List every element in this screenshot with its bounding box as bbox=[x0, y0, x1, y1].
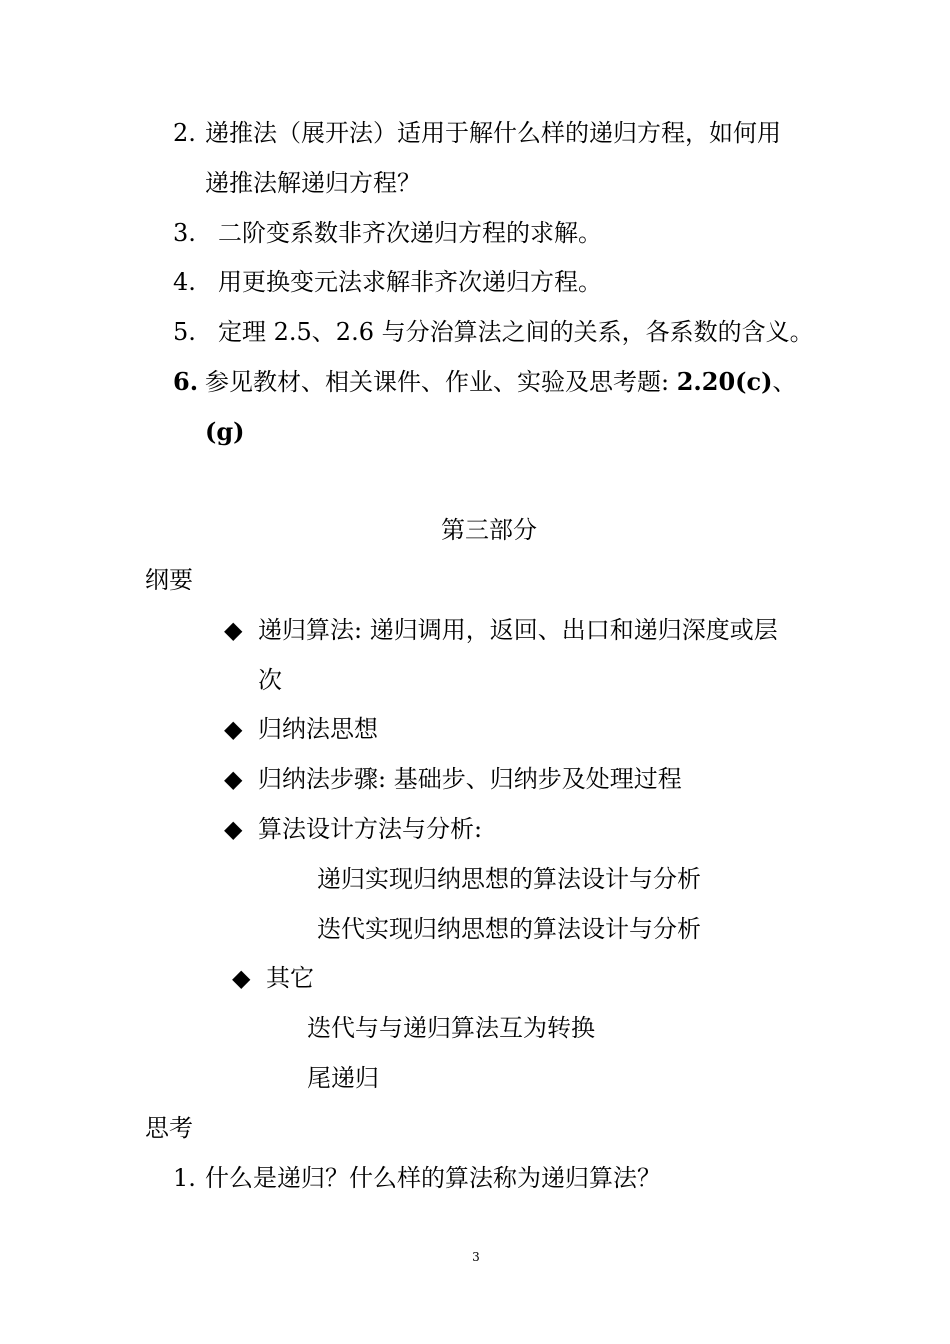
item-number: 2. bbox=[173, 119, 196, 147]
item-text: 定理 2.5、2.6 与分治算法之间的关系，各系数的含义。 bbox=[218, 318, 814, 346]
item-ref: 2.20(c) bbox=[676, 367, 773, 396]
page-number: 3 bbox=[472, 1250, 480, 1264]
item-text: 递推法解递归方程？ bbox=[205, 169, 421, 197]
item-ref: (g) bbox=[205, 417, 245, 446]
bullet-text: 算法设计方法与分析: bbox=[258, 815, 483, 843]
diamond-bullet-icon: ◆ bbox=[224, 815, 243, 843]
item-text: 用更换变元法求解非齐次递归方程。 bbox=[218, 268, 602, 296]
item-number: 5. bbox=[173, 318, 196, 346]
bullet-text: 归纳法思想 bbox=[258, 715, 378, 743]
item-text: 什么是递归？什么样的算法称为递归算法？ bbox=[205, 1164, 661, 1192]
item-number: 3. bbox=[173, 219, 196, 247]
outline-heading: 纲要 bbox=[145, 566, 193, 594]
bullet-text: 次 bbox=[258, 666, 282, 694]
item-text: 参见教材、相关课件、作业、实验及思考题: bbox=[205, 368, 677, 396]
diamond-bullet-icon: ◆ bbox=[232, 964, 251, 992]
thinking-heading: 思考 bbox=[145, 1114, 193, 1142]
other-label: 其它 bbox=[266, 964, 314, 992]
item-number: 6. bbox=[173, 367, 199, 396]
other-item: 迭代与与递归算法互为转换 bbox=[307, 1014, 595, 1042]
sub-item: 迭代实现归纳思想的算法设计与分析 bbox=[317, 915, 701, 943]
other-item: 尾递归 bbox=[307, 1064, 379, 1092]
item-text: 二阶变系数非齐次递归方程的求解。 bbox=[218, 219, 602, 247]
item-text: 递推法（展开法）适用于解什么样的递归方程，如何用 bbox=[205, 119, 781, 147]
item-number: 1. bbox=[173, 1164, 196, 1192]
item-sep: 、 bbox=[772, 368, 797, 396]
diamond-bullet-icon: ◆ bbox=[224, 765, 243, 793]
sub-item: 递归实现归纳思想的算法设计与分析 bbox=[317, 865, 701, 893]
diamond-bullet-icon: ◆ bbox=[224, 715, 243, 743]
bullet-text: 归纳法步骤: 基础步、归纳步及处理过程 bbox=[258, 765, 682, 793]
bullet-text: 递归算法: 递归调用，返回、出口和递归深度或层 bbox=[258, 616, 778, 644]
item-number: 4. bbox=[173, 268, 196, 296]
part-title: 第三部分 bbox=[441, 516, 537, 544]
diamond-bullet-icon: ◆ bbox=[224, 616, 243, 644]
